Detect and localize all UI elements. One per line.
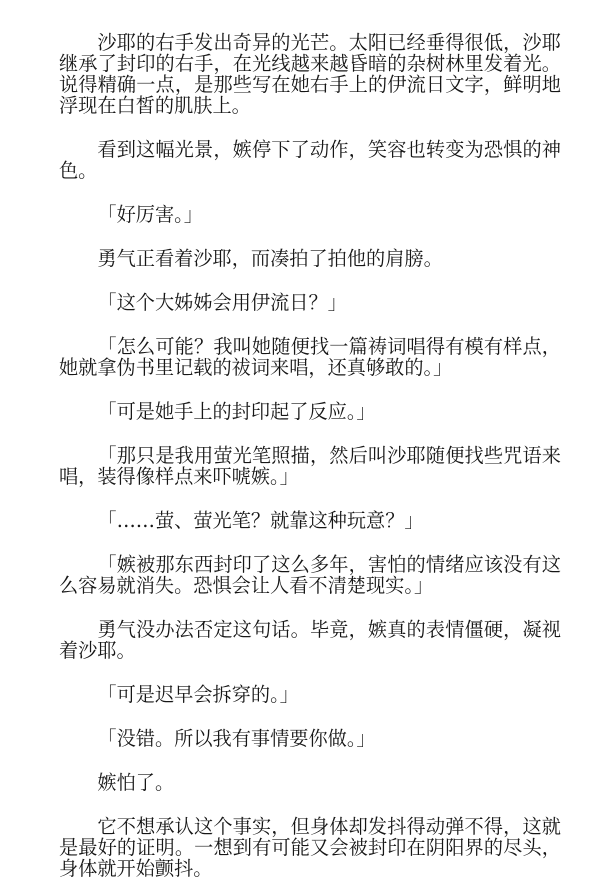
- paragraph-14: 嫉怕了。: [97, 771, 175, 794]
- paragraph-8: 「那只是我用萤光笔照描，然后叫沙耶随便找些咒语来唱，装得像样点来吓唬嫉。」: [59, 444, 561, 488]
- paragraph-11: 勇气没办法否定这句话。毕竟，嫉真的表情僵硬，凝视着沙耶。: [59, 618, 561, 662]
- paragraph-7: 「可是她手上的封印起了反应。」: [97, 400, 376, 423]
- paragraph-10: 「嫉被那东西封印了这么多年，害怕的情绪应该没有这么容易就消失。恐惧会让人看不清楚现实。」: [59, 553, 561, 597]
- paragraph-4: 勇气正看着沙耶，而凑拍了拍他的肩膀。: [97, 247, 443, 270]
- paragraph-12: 「可是迟早会拆穿的。」: [97, 683, 299, 706]
- paragraph-5: 「这个大姊姊会用伊流日？」: [97, 291, 347, 314]
- paragraph-13: 「没错。所以我有事情要你做。」: [97, 727, 376, 750]
- paragraph-3: 「好厉害。」: [97, 203, 203, 226]
- paragraph-9: 「……萤、萤光笔？就靠这种玩意？」: [97, 509, 424, 532]
- paragraph-2: 看到这幅光景，嫉停下了动作，笑容也转变为恐惧的神色。: [59, 138, 561, 182]
- paragraph-15: 它不想承认这个事实，但身体却发抖得动弹不得，这就是最好的证明。一想到有可能又会被封印在阴阳界的尽头，身体就开始颤抖。: [59, 815, 561, 880]
- paragraph-1: 沙耶的右手发出奇异的光芒。太阳已经垂得很低，沙耶继承了封印的右手，在光线越来越昏暗的杂树林里发着光。说得精确一点，是那些写在她右手上的伊流日文字，鲜明地浮现在白皙的肌肤上。: [59, 31, 561, 117]
- paragraph-6: 「怎么可能？我叫她随便找一篇祷词唱得有模有样点，她就拿伪书里记载的祓词来唱，还真够敢的。」: [59, 335, 561, 379]
